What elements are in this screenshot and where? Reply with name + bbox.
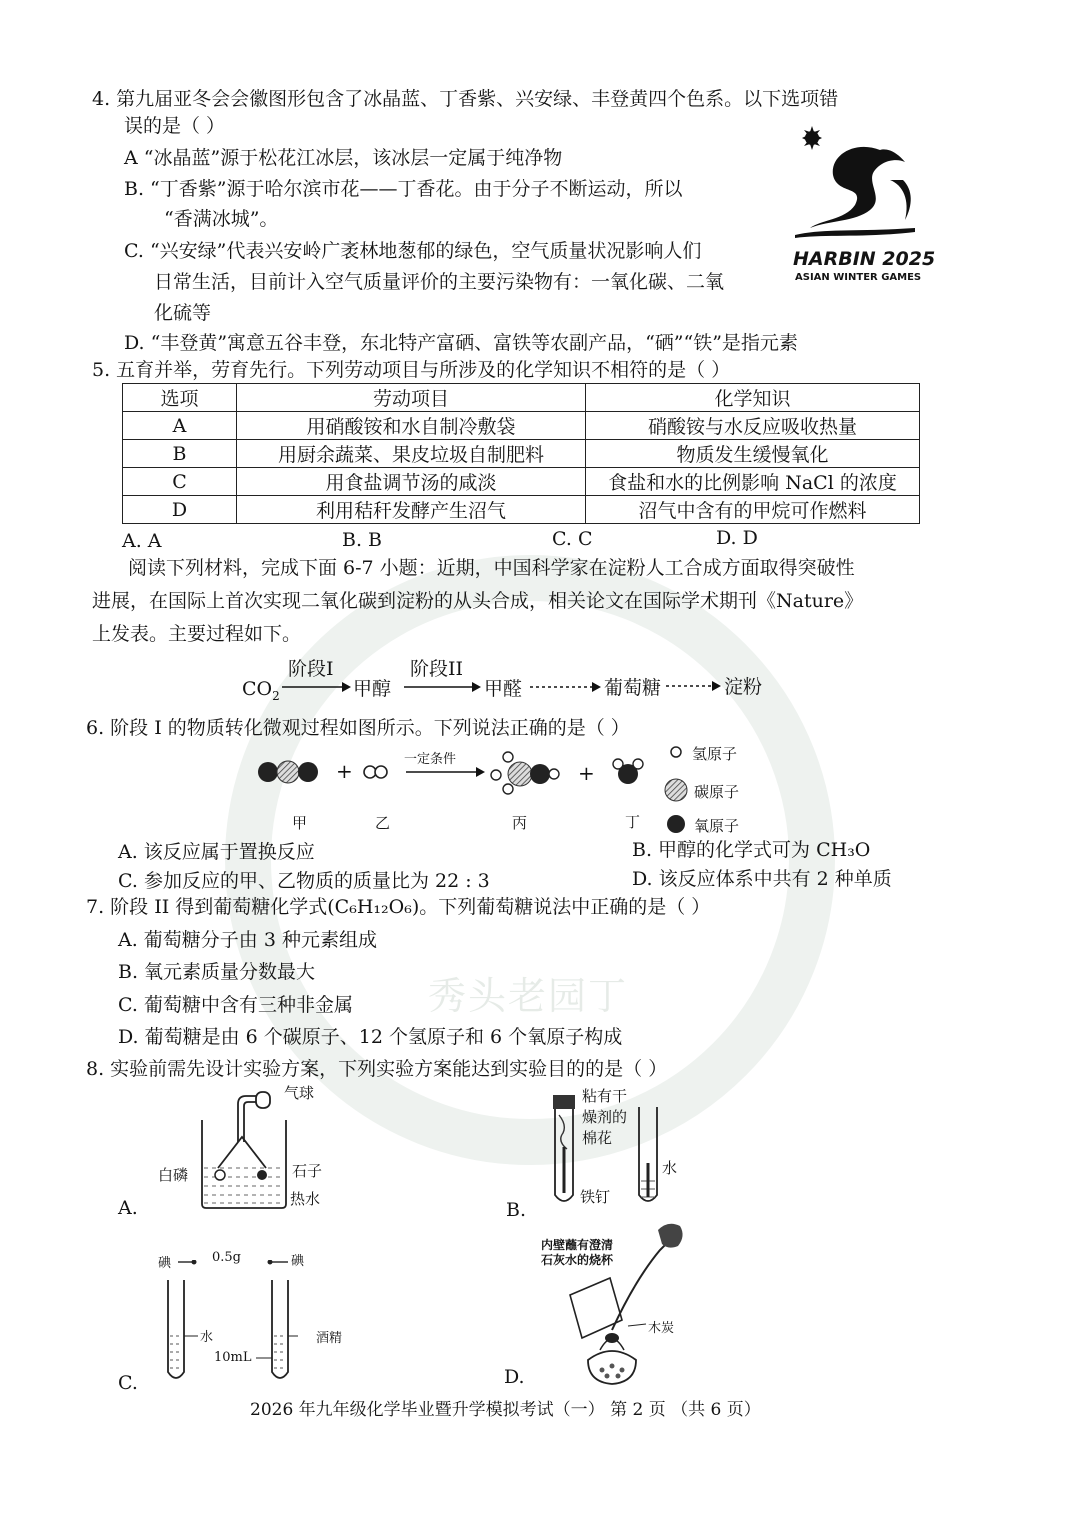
dashed-arrow-icon <box>666 679 722 693</box>
label-mass: 0.5g <box>212 1250 241 1265</box>
table-cell: 食盐和水的比例影响 NaCl 的浓度 <box>586 468 920 496</box>
glucose-label: 葡萄糖 <box>604 677 662 699</box>
table-row <box>123 440 920 468</box>
q7-option-b: B. 氧元素质量分数最大 <box>118 961 316 983</box>
table-cell: 物质发生缓慢氧化 <box>586 440 920 468</box>
table-cell: 硝酸铵与水反应吸收热量 <box>586 412 920 440</box>
table-cell: B <box>123 440 237 468</box>
q5-stem: 5. 五育并举，劳育先行。下列劳动项目与所涉及的化学知识不相符的是（ ） <box>92 359 731 381</box>
starch-label: 淀粉 <box>724 676 763 698</box>
q4-stem-line1: 4. 第九届亚冬会会徽图形包含了冰晶蓝、丁香紫、兴安绿、丰登黄四个色系。以下选项错 <box>92 88 839 110</box>
methanol-molecule-icon <box>491 752 559 794</box>
table-header: 选项 <box>123 384 237 412</box>
label-iodine-right: 碘 <box>291 1254 305 1269</box>
stage1-label: 阶段I <box>288 658 334 680</box>
table-cell: D <box>123 496 237 524</box>
beaker-phosphorus-apparatus <box>196 1082 296 1212</box>
q4-option-b-line1: B. “丁香紫”源于哈尔滨市花——丁香花。由于分子不断运动，所以 <box>124 178 683 200</box>
atom-legend-icons <box>664 742 694 834</box>
co2-label: $CO_2$ <box>242 678 280 703</box>
table-header: 劳动项目 <box>237 384 586 412</box>
q7-option-a: A. 葡萄糖分子由 3 种元素组成 <box>118 929 377 951</box>
arrow-icon <box>404 680 482 694</box>
q5-option-b: B. B <box>342 529 383 551</box>
q8-stem: 8. 实验前需先设计实验方案，下列实验方案能达到实验目的的是（ ） <box>86 1058 668 1080</box>
table-cell: 用硝酸铵和水自制冷敷袋 <box>237 412 586 440</box>
label-iodine-left: 碘 <box>158 1256 172 1271</box>
q8-option-d-letter: D. <box>504 1366 525 1388</box>
table-row <box>123 496 920 524</box>
reading-line3: 上发表。主要过程如下。 <box>92 623 302 645</box>
label-yi: 乙 <box>375 814 391 832</box>
logo-title: HARBIN 2025 <box>793 248 936 270</box>
legend-oxygen: 氧原子 <box>694 817 740 835</box>
table-header: 化学知识 <box>586 384 920 412</box>
q6-option-b: B. 甲醇的化学式可为 CH₃O <box>632 839 871 861</box>
q5-option-a: A. A <box>122 530 162 552</box>
table-cell: 利用秸秆发酵产生沼气 <box>237 496 586 524</box>
co2-molecule-icon <box>258 761 318 783</box>
logo-subtitle: ASIAN WINTER GAMES <box>795 272 922 283</box>
label-hot-water: 热水 <box>290 1190 321 1208</box>
methanol-label: 甲醇 <box>353 678 392 700</box>
q7-stem: 7. 阶段 II 得到葡萄糖化学式(C₆H₁₂O₆)。下列葡萄糖说法中正确的是（ ） <box>86 896 711 918</box>
q7-option-c: C. 葡萄糖中含有三种非金属 <box>118 994 353 1016</box>
table-header-row <box>123 384 920 412</box>
label-limewater-beaker: 内壁蘸有澄清 石灰水的烧杯 <box>541 1238 614 1267</box>
process-diagram <box>240 652 780 702</box>
label-iron-nail: 铁钉 <box>580 1188 611 1206</box>
reading-line1: 阅读下列材料，完成下面 6-7 小题：近期，中国科学家在淀粉人工合成方面取得突破性 <box>128 557 855 579</box>
q4-option-c-line2: 日常生活，目前计入空气质量评价的主要污染物有：一氧化碳、二氧 <box>154 271 725 293</box>
q6-option-d: D. 该反应体系中共有 2 种单质 <box>632 868 892 890</box>
label-desiccant-cotton: 粘有干 燥剂的 棉花 <box>582 1087 628 1147</box>
label-bing: 丙 <box>512 814 528 832</box>
q6-option-a: A. 该反应属于置换反应 <box>118 841 315 863</box>
q8-option-b-letter: B. <box>506 1199 527 1221</box>
q4-option-a: A “冰晶蓝”源于松花江冰层，该冰层一定属于纯净物 <box>124 147 563 169</box>
stage2-label: 阶段II <box>410 658 464 680</box>
reading-line2: 进展，在国际上首次实现二氧化碳到淀粉的从头合成，相关论文在国际学术期刊《Nature》 <box>92 590 864 612</box>
label-charcoal: 木炭 <box>648 1321 675 1336</box>
label-white-phosphorus: 白磷 <box>158 1166 189 1184</box>
label-alcohol: 酒精 <box>316 1331 343 1346</box>
reaction-condition: 一定条件 <box>404 752 457 767</box>
table-row <box>123 468 920 496</box>
label-water-b: 水 <box>662 1159 678 1177</box>
q5-table <box>122 383 920 524</box>
label-ding: 丁 <box>625 813 641 831</box>
table-cell: 用食盐调节汤的咸淡 <box>237 468 586 496</box>
table-cell: 用厨余蔬菜、果皮垃圾自制肥料 <box>237 440 586 468</box>
legend-carbon: 碳原子 <box>694 783 740 801</box>
table-row <box>123 412 920 440</box>
h2-molecule-icon <box>364 766 387 778</box>
iodine-solubility-apparatus <box>160 1260 320 1390</box>
table-cell: 沼气中含有的甲烷可作燃料 <box>586 496 920 524</box>
logo-emblem-icon <box>785 120 925 245</box>
q7-option-d: D. 葡萄糖是由 6 个碳原子、12 个氢原子和 6 个氧原子构成 <box>118 1026 623 1048</box>
page-footer: 2026 年九年级化学毕业暨升学模拟考试（一） 第 2 页 （共 6 页） <box>250 1400 761 1420</box>
svg-text:+: + <box>336 759 353 783</box>
table-cell: C <box>123 468 237 496</box>
reaction-micro-diagram <box>250 745 690 805</box>
label-water-c: 水 <box>200 1330 214 1345</box>
q4-option-c-line1: C. “兴安绿”代表兴安岭广袤林地葱郁的绿色，空气质量状况影响人们 <box>124 240 702 262</box>
label-stone: 石子 <box>292 1162 323 1180</box>
label-jia: 甲 <box>292 814 308 832</box>
label-balloon: 气球 <box>284 1084 315 1102</box>
q5-option-d: D. D <box>716 527 758 549</box>
q6-option-c: C. 参加反应的甲、乙物质的质量比为 22 : 3 <box>118 870 490 892</box>
watermark-text: 秀头老园丁 <box>428 974 629 1018</box>
table-cell: A <box>123 412 237 440</box>
legend-hydrogen: 氢原子 <box>692 745 738 763</box>
harbin-2025-logo <box>785 120 936 290</box>
water-molecule-icon <box>613 759 643 784</box>
dashed-arrow-icon <box>530 680 602 694</box>
q5-option-c: C. C <box>552 528 593 550</box>
formaldehyde-label: 甲醛 <box>484 678 523 700</box>
q4-option-b-line2: “香满冰城”。 <box>164 208 279 230</box>
q4-option-c-line3: 化硫等 <box>154 302 212 324</box>
q6-stem: 6. 阶段 I 的物质转化微观过程如图所示。下列说法正确的是（ ） <box>86 717 630 739</box>
q4-stem-line2: 误的是（ ） <box>124 115 226 137</box>
q8-option-a-letter: A. <box>118 1197 138 1219</box>
label-volume: 10mL <box>214 1350 252 1365</box>
q8-option-c-letter: C. <box>118 1372 138 1394</box>
arrow-icon <box>282 680 352 694</box>
q4-option-d: D. “丰登黄”寓意五谷丰登，东北特产富硒、富铁等农副产品，“硒”“铁”是指元素 <box>124 332 798 354</box>
svg-text:+: + <box>578 761 595 785</box>
